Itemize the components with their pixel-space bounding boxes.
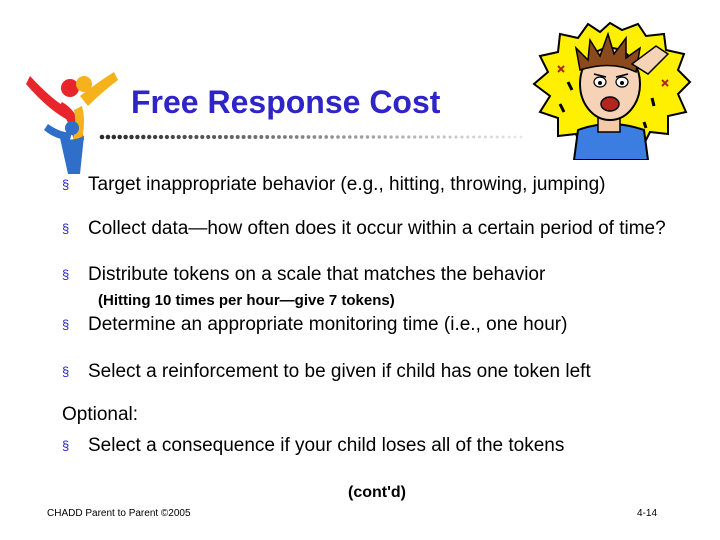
divider-dot <box>230 135 234 139</box>
divider-dot <box>378 135 381 138</box>
divider-dot <box>188 135 192 139</box>
continued-label: (cont'd) <box>348 484 407 501</box>
divider-dot <box>407 135 410 138</box>
frustrated-child-cartoon-icon <box>528 20 692 160</box>
divider-dot <box>100 135 105 140</box>
slide-title: Free Response Cost <box>131 84 441 120</box>
divider-dot <box>330 135 334 139</box>
footer-copyright: CHADD Parent to Parent ©2005 <box>47 508 191 519</box>
divider-dot <box>289 135 293 139</box>
bullet-consequence <box>62 435 692 456</box>
divider-dot <box>248 135 252 139</box>
divider-dot <box>336 135 340 139</box>
divider-dot <box>413 135 416 138</box>
divider-dot <box>123 135 127 139</box>
divider-dot <box>419 135 422 138</box>
divider-dot <box>360 135 363 138</box>
divider-dot <box>165 135 169 139</box>
divider-dot <box>117 135 122 140</box>
divider-dot <box>307 135 311 139</box>
bullet-text: Select a consequence if your child loses all of the tokens <box>88 435 565 456</box>
divider-dot <box>106 135 111 140</box>
divider-dot <box>484 136 487 139</box>
divider-dot <box>508 136 511 139</box>
bullet-marker: § <box>62 267 70 282</box>
divider-dot <box>437 135 440 138</box>
divider-dot <box>354 135 358 139</box>
divider-dot <box>271 135 275 139</box>
divider-dot <box>301 135 305 139</box>
divider-dot <box>431 135 434 138</box>
bullet-monitoring-time <box>62 314 692 335</box>
divider-dot <box>295 135 299 139</box>
divider-dot <box>200 135 204 139</box>
divider-dot <box>342 135 346 139</box>
bullet-reinforcement <box>62 361 692 382</box>
token-example-note: (Hitting 10 times per hour—give 7 tokens) <box>98 292 395 309</box>
divider-dot <box>283 135 287 139</box>
divider-dot <box>384 135 387 138</box>
divider-dot <box>277 135 281 139</box>
bullet-text: Distribute tokens on a scale that matches the behavior <box>88 264 546 285</box>
divider-dot <box>425 135 428 138</box>
divider-dot <box>265 135 269 139</box>
divider-dot <box>454 135 457 138</box>
divider-dot <box>389 135 392 138</box>
divider-dot <box>135 135 139 139</box>
divider-dot <box>177 135 181 139</box>
divider-dot <box>129 135 133 139</box>
divider-dot <box>472 135 475 138</box>
divider-dot <box>318 135 322 139</box>
bullet-marker: § <box>62 317 70 332</box>
divider-dot <box>401 135 404 138</box>
divider-dot <box>218 135 222 139</box>
optional-label: Optional: <box>62 404 139 425</box>
divider-dot <box>224 135 228 139</box>
divider-dot <box>159 135 163 139</box>
divider-dot <box>212 135 216 139</box>
slide-number: 4-14 <box>637 508 658 519</box>
bullet-marker: § <box>62 438 70 453</box>
divider-dot <box>395 135 398 138</box>
divider-dot <box>372 135 375 138</box>
bullet-text: Collect data—how often does it occur within a certain period of time? <box>88 218 666 239</box>
chadd-people-logo-icon <box>22 62 132 177</box>
bullet-marker: § <box>62 221 70 236</box>
divider-dot <box>348 135 352 139</box>
divider-dot <box>194 135 198 139</box>
bullet-text: Determine an appropriate monitoring time (i.e., one hour) <box>88 314 568 335</box>
divider-dot <box>242 135 246 139</box>
divider-dot <box>153 135 157 139</box>
bullet-text: Select a reinforcement to be given if child has one token left <box>88 361 591 382</box>
divider-dot <box>502 136 505 139</box>
bullet-text: Target inappropriate behavior (e.g., hitting, throwing, jumping) <box>88 174 606 195</box>
bullet-marker: § <box>62 177 70 192</box>
divider-dot <box>147 135 151 139</box>
divider-dot <box>478 136 481 139</box>
divider-dot <box>520 136 523 139</box>
divider-dot <box>366 135 369 138</box>
divider-dot <box>253 135 257 139</box>
divider-dot <box>514 136 517 139</box>
bullet-distribute-tokens <box>62 264 692 285</box>
divider-dot <box>466 135 469 138</box>
divider-dot <box>460 135 463 138</box>
divider-dot <box>206 135 210 139</box>
divider-dot <box>112 135 117 140</box>
divider-dot <box>236 135 240 139</box>
bullet-target-behavior <box>62 174 692 195</box>
bullet-collect-data <box>62 218 692 239</box>
divider-dot <box>141 135 145 139</box>
divider-dot <box>313 135 317 139</box>
divider-dot <box>490 136 493 139</box>
divider-dot <box>496 136 499 139</box>
divider-dot <box>182 135 186 139</box>
title-dotted-divider <box>98 132 528 142</box>
divider-dot <box>443 135 446 138</box>
divider-dot <box>324 135 328 139</box>
bullet-marker: § <box>62 364 70 379</box>
divider-dot <box>449 135 452 138</box>
divider-dot <box>259 135 263 139</box>
divider-dot <box>171 135 175 139</box>
